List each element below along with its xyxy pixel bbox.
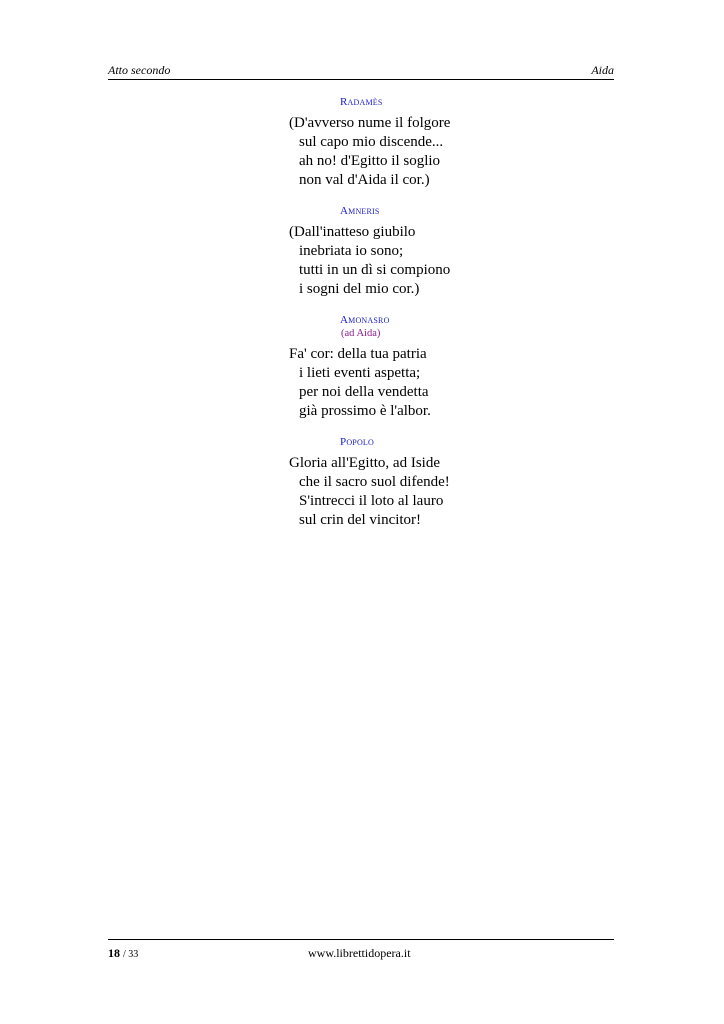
verse-block xyxy=(289,435,609,530)
total-pages: / 33 xyxy=(123,949,139,960)
speaker-name: Amonasro xyxy=(340,314,390,326)
verse-block xyxy=(289,204,609,299)
stanza xyxy=(289,345,609,421)
page-footer xyxy=(108,939,614,964)
stanza xyxy=(289,114,609,190)
stage-direction: (ad Aida) xyxy=(341,328,381,339)
verse-line: i sogni del mio cor.) xyxy=(299,281,420,297)
verse-block xyxy=(289,313,609,421)
verse-line: tutti in un dì si compiono xyxy=(299,262,451,278)
current-page: 18 xyxy=(108,946,120,960)
speaker-name: Amneris xyxy=(340,205,380,217)
stanza xyxy=(289,454,609,530)
speaker-name: Radamès xyxy=(340,96,383,108)
verse-line: (D'avverso nume il folgore xyxy=(289,115,451,131)
libretto-content xyxy=(289,95,609,544)
verse-line: i lieti eventi aspetta; xyxy=(299,365,421,381)
verse-line: Fa' cor: della tua patria xyxy=(289,346,427,362)
header-act: Atto secondo xyxy=(108,63,171,77)
page-header xyxy=(108,63,614,80)
verse-line: sul capo mio discende... xyxy=(299,134,444,150)
verse-line: sul crin del vincitor! xyxy=(299,512,422,528)
speaker-name: Popolo xyxy=(340,436,374,448)
verse-line: non val d'Aida il cor.) xyxy=(299,172,430,188)
verse-line: che il sacro suol difende! xyxy=(299,474,450,490)
verse-line: (Dall'inatteso giubilo xyxy=(289,224,416,240)
verse-line: inebriata io sono; xyxy=(299,243,404,259)
verse-line: per noi della vendetta xyxy=(299,384,429,400)
verse-line: S'intrecci il loto al lauro xyxy=(299,493,444,509)
verse-line: già prossimo è l'albor. xyxy=(299,403,431,419)
stanza xyxy=(289,223,609,299)
header-title: Aida xyxy=(591,63,614,77)
verse-block xyxy=(289,95,609,190)
page-number xyxy=(108,946,138,961)
website-url: www.librettidopera.it xyxy=(308,946,411,960)
verse-line: Gloria all'Egitto, ad Iside xyxy=(289,455,440,471)
verse-line: ah no! d'Egitto il soglio xyxy=(299,153,441,169)
